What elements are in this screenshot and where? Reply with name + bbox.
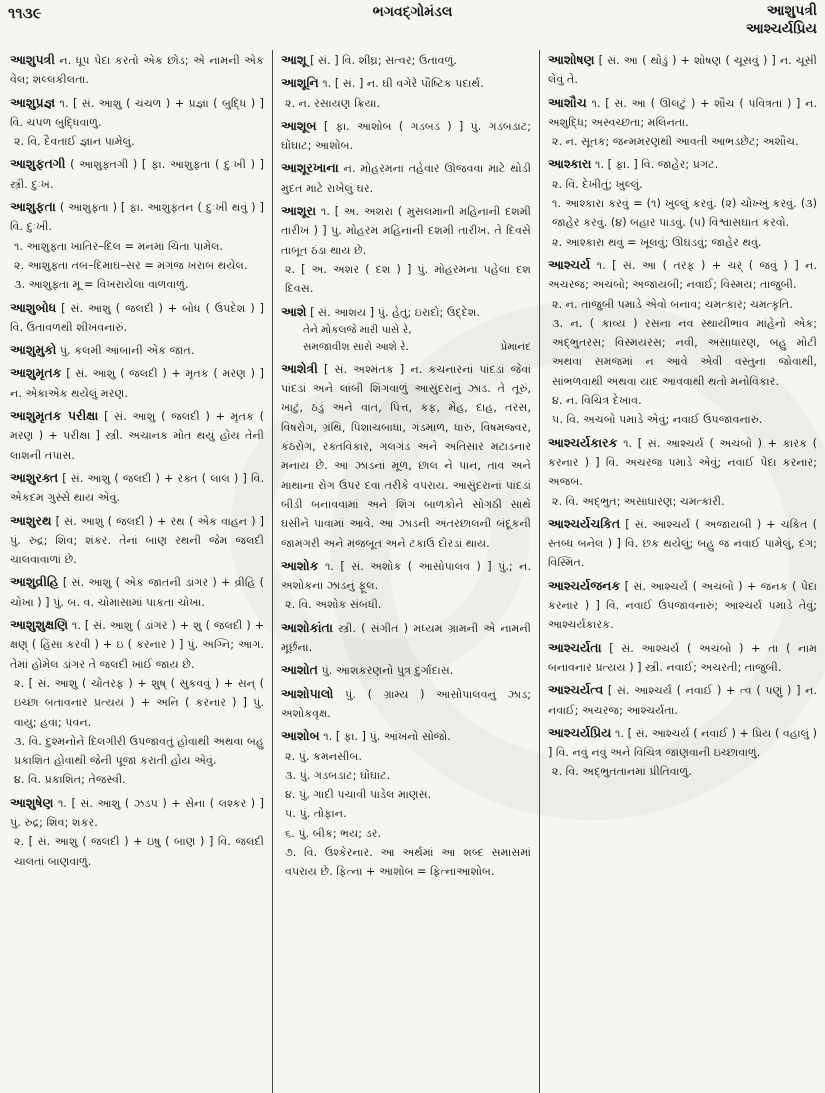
definition: ૧. [ સં. ] ન. ઘી વગેરે પૌષ્ટિક પદાર્થ. xyxy=(322,77,484,91)
dictionary-entry xyxy=(10,572,264,612)
entry-first-line xyxy=(10,615,264,674)
headword: આશૌચ xyxy=(548,94,587,110)
sense-line: ૨. વિ. દેખીતું; ખુલ્લું. xyxy=(552,177,643,191)
definition: [ સં. આશ્ચર્ય ( અચંબો ) + જનક ( પેદા કરનાર ) ] વિ. નવાઈ ઉપજાવનારું; આશ્ચર્ય પમાડે તેવું; આશ્ચર્યકારક. xyxy=(548,579,818,632)
dictionary-entry xyxy=(281,556,531,615)
dictionary-entry xyxy=(281,660,531,680)
sense-line: ૫. પું. તોફાન. xyxy=(285,807,347,821)
dictionary-entry xyxy=(548,93,817,152)
quote-text: સમજાવીશ સારો આશે રે. xyxy=(303,340,409,353)
entry-first-line xyxy=(548,638,817,678)
entry-first-line xyxy=(10,298,264,338)
headword: આશુરથ xyxy=(10,512,52,528)
definition: [ સં. આશ્ચર્ય ( અચંબો ) + તા ( નામ બનાવનાર પ્રત્યય ) ] સ્ત્રી. નવાઈ; અચરતી; તાજુબી. xyxy=(548,641,817,674)
headword: આશ્ચર્યતા xyxy=(548,639,602,655)
dictionary-entry xyxy=(10,50,264,90)
sense-line: ૧. આશ્કારા કરવું = (૧) ખુલ્લું કરવું. (૨) ચોખ્ખું કરવું. (૩) જાહેર કરવું. (૪) બહાર પાડવું. (૫) વિશ્વાસઘાત કરવો. xyxy=(552,197,817,230)
entry-first-line xyxy=(281,618,531,658)
entry-first-line xyxy=(10,340,264,360)
dictionary-entry xyxy=(548,576,817,635)
headword: આશુવ્રીહિ xyxy=(10,574,59,590)
headword: આશ્ચર્યકારક xyxy=(548,434,618,450)
sense-line: ૫. વિ. અચંબો પમાડે એવું; નવાઈ ઉપજાવનારું. xyxy=(552,413,763,427)
headword: આશોત xyxy=(281,662,318,678)
headword: આશે xyxy=(281,303,307,319)
entry-first-line xyxy=(10,93,264,133)
definition: [ સં. અશ્મંતક ] ન. કચનારનાં પાંદડાં જેવાં પાંદડાં અને લાંબી શિંગવાળું આસુંદરાનું ઝાડ. તે તૂરું, ખાટું, ઠંડું અને વાત, પિત્ત, કફ, મેહ, દાહ, તરસ, વિષરોગ, ગ્રંથિ, પિશાચબાધા, ગંડમાળ, ધારું, વિષમજ્વર, કંઠરોગ, રક્તવિકાર, ગલગંડ અને અતિસાર મટાડનાર મનાય છે. આ ઝાડનાં મૂળ, છાલ ને પાન, તાવ અને માથાના રોગ ઉપર દવા તરીકે વપરાય. આસુંદરાનાં પાંદડાં બીડી બનાવવામાં અને શિંગ બાળકોને સોગઠી સાથે ઘસીને પાવામાં આવે. આ ઝાડની અંતરછાલની બંદૂકની જામગરી અને મજબૂત અને ટકાઉ દોરડાં થાય. xyxy=(281,362,531,550)
page-header xyxy=(0,0,825,50)
definition: ૧. [ ફા. ] વિ. જાહેર; પ્રગટ. xyxy=(594,158,719,172)
sense-line: ૨. વિ. દૈવતાઈ જ્ઞાન પામેલું. xyxy=(14,135,135,149)
quote-line: તેને મોકલજે મારી પાસે રે, xyxy=(303,323,412,336)
dictionary-entry xyxy=(281,201,531,298)
headword: આશૂરા xyxy=(281,203,317,219)
dictionary-entry xyxy=(10,793,264,871)
quote-author: પ્રેમાનંદ xyxy=(500,340,531,353)
headword: આશોકાંતા xyxy=(281,619,333,635)
headword: આશુફતગી xyxy=(10,156,66,172)
definition: [ સં. આશય ] પું. હેતુ; ઇરાદો; ઉદ્દેશ. xyxy=(310,305,481,319)
sense-line: ૨. પું. કમનસીબ. xyxy=(285,749,362,763)
dictionary-entry xyxy=(548,514,817,573)
dictionary-entry xyxy=(548,154,817,251)
headword: આશૂ xyxy=(281,52,307,67)
sense-line: ૩. આશુફ્તા મૂ = વિખરાયેલા વાળવાળું. xyxy=(14,278,189,292)
definition: [ ફા. આશોબ ( ગડબડ ) ] પું. ગડબડાટ; ઘોંઘાટ; આશોબ. xyxy=(281,119,531,153)
definition: ( આશુફ્તગી ) [ ફા. આશુફ્તા ( દુઃખી ) ] સ્ત્રી. દુઃખ. xyxy=(10,158,264,191)
headword: આશ્ચર્યચકિત xyxy=(548,515,621,531)
headword: આશેત્રી xyxy=(281,360,318,376)
sense-line: ૨. વિ. અદ્ભુતતાનમાં પ્રીતિવાળું. xyxy=(552,765,692,779)
definition: ૧. [ સં. આશુ ( ચંચળ ) + પ્રજ્ઞા ( બુદ્ધિ ) ] વિ. ચપળ બુદ્ધિવાળું. xyxy=(10,96,264,129)
dictionary-entry xyxy=(10,406,264,465)
dictionary-columns xyxy=(0,50,825,1093)
entry-first-line xyxy=(281,359,531,553)
citation-quote xyxy=(281,322,531,356)
dictionary-entry xyxy=(10,363,264,403)
definition: ૧. [ સં. આ ( ઊલટું ) + શૌચ ( પવિત્રતા ) ] ન. અશુદ્ધિ; અસ્વચ્છતા; મલિનતા. xyxy=(548,96,818,129)
headword: આશુમૃતક પરીક્ષા xyxy=(10,408,99,424)
entry-first-line xyxy=(281,302,531,322)
dictionary-entry xyxy=(548,255,817,430)
entry-first-line xyxy=(548,154,817,174)
dictionary-entry xyxy=(281,50,531,70)
entry-first-line xyxy=(281,556,531,596)
definition: [ સં. આશ્ચર્ય ( નવાઈ ) + ત્વ ( પણું ) ] ન. નવાઈ; અચરજ; આશ્ચર્યતા. xyxy=(548,684,817,717)
sense-line: ૨. ન. રસાયણ ક્રિયા. xyxy=(285,96,381,110)
definition: ૧. [ સં. આશ્ચર્ય ( નવાઈ ) + પ્રિય ( વહાલું ) ] વિ. નવું નવું અને વિચિત્ર જાણવાની ઇચ્છાવાળું. xyxy=(548,726,817,760)
sense-line: ૪. પું. ગાદી પચાવી પાડેલ માણસ. xyxy=(285,788,432,802)
sense-line: ૬. પું. બીક; ભય; ડર. xyxy=(285,826,382,840)
headword: આશ્કારા xyxy=(548,156,592,172)
headword: આશુરક્ત xyxy=(10,469,59,485)
sense-line: ૨. વિ. અદ્ભુત; અસાધારણ; ચમત્કારી. xyxy=(552,494,725,508)
entry-first-line xyxy=(10,154,264,194)
entry-first-line xyxy=(10,197,264,237)
guide-word-last: આશ્ચર્યપ્રિય xyxy=(745,21,817,37)
entry-first-line xyxy=(281,73,531,93)
definition: [ સં. ] વિ. શીઘ્ર; સત્વર; ઉતાવળું. xyxy=(310,54,457,67)
dictionary-entry xyxy=(548,433,817,511)
entry-first-line xyxy=(10,793,264,833)
definition: ૧. [ સં. આ ( તરફ ) + ચર્ ( જવું ) ] ન. અચરજ; અચંબો; અજાયબી; નવાઈ; વિસ્મય; તાજુબી. xyxy=(548,258,818,292)
dictionary-entry xyxy=(281,726,531,881)
entry-first-line xyxy=(281,50,531,70)
definition: ન. ધૂપ પેદા કરતો એક છોડ; એ નામની એક વેલ; શલ્લકીલતા. xyxy=(10,54,264,87)
headword: આશુશુક્ષણિ xyxy=(10,617,68,633)
definition: [ સં. આશ્ચર્ય ( અજાયબી ) + ચકિત ( સ્તબ્ધ બનેલ ) ] વિ. છક થયેલું; બહુ જ નવાઈ પામેલું, દંગ; વિસ્મિત. xyxy=(548,517,817,570)
definition: ૧. [ ફા. ] પું. આંખનો સોજો. xyxy=(323,730,451,744)
entry-first-line xyxy=(10,511,264,570)
entry-first-line xyxy=(548,514,817,573)
sense-line: ૨. [ અ. અશર ( દશ ) ] પું. મોહરમના પહેલા દશ દિવસ. xyxy=(285,262,531,296)
dictionary-entry xyxy=(10,298,264,338)
sense-line: ૨. આશુફ્તા તબ–દિમાઘ–સર = મગજ ખરાબ થયેલ. xyxy=(14,258,248,272)
entry-first-line xyxy=(10,406,264,465)
dictionary-entry xyxy=(281,116,531,156)
sense-line: ૩. વિ. દુશ્મનોને દિલગીરી ઉપજાવતું હોવાથી અથવા બહુ પ્રકાશિત હોવાથી જેની પૂજા કરાતી હોય એવું. xyxy=(14,734,264,768)
sense-line: ૩. ન. ( કાવ્ય ) રસના નવ સ્થાયીભાવ માંહેનો એક; અદ્ભુતરસ; વિસ્મયરસ; નવી, અસાધારણ, બહુ મોટી અથવા સમજમાં ન આવે એવી વસ્તુના જોવાથી, સાંભળવાથી અથવા યાદ આવવાથી થતો મનોવિકાર. xyxy=(552,316,817,388)
headword: આશૂરખાના xyxy=(281,160,339,176)
sense-line: ૨. [ સં. આશુ ( જલદી ) + ઇષુ ( બાણ ) ] વિ. જલદી ચાલતાં બાણવાળું. xyxy=(14,835,264,868)
dictionary-entry xyxy=(10,340,264,360)
dictionary-entry xyxy=(10,511,264,570)
headword: આશ્ચર્યપ્રિય xyxy=(548,724,612,740)
dictionary-entry xyxy=(10,197,264,294)
headword: આશુમુકો xyxy=(10,342,57,358)
entry-first-line xyxy=(10,572,264,612)
definition: પું. આશકરણનો પુત્ર દુર્ગાદાસ. xyxy=(321,664,454,678)
headword: આશ્ચર્યત્વ xyxy=(548,682,604,698)
sense-line: ૧. આશુફ્તા ખાતિર–દિલ = મનમાં ચિંતા પામેલ. xyxy=(14,239,224,253)
sense-line: ૨. વિ. અશોક સંબંધી. xyxy=(285,598,382,612)
headword: આશુષેણ xyxy=(10,794,54,810)
column-1 xyxy=(0,50,272,1093)
sense-line: ૪. વિ. પ્રકાશિત; તેજસ્વી. xyxy=(14,773,126,787)
dictionary-entry xyxy=(548,638,817,678)
entry-first-line xyxy=(548,255,817,295)
headword: આશૂબ xyxy=(281,117,317,133)
definition: [ સં. આશુ ( એક જાતની ડાંગર ) + વ્રીહિ ( ચોખા ) ] પું. બ. વ. ચોમાસામાં પાકતા ચોખા. xyxy=(10,576,264,609)
headword: આશોષણ xyxy=(548,52,595,67)
dictionary-entry xyxy=(548,723,817,782)
dictionary-entry xyxy=(548,680,817,720)
entry-first-line xyxy=(10,50,264,90)
entry-first-line xyxy=(10,363,264,403)
sense-line: ૨. ન. તાજુબી પમાડે એવો બનાવ; ચમત્કાર; ચમત્કૃતિ. xyxy=(552,297,793,311)
definition: [ સં. આશુ ( જલદી ) + મૃતક ( મરણ ) + પરીક્ષા ] સ્ત્રી. અચાનક મોત થયું હોય તેની લાશની તપાસ. xyxy=(10,410,265,462)
running-title: ભગવદ્ગોમંડલ xyxy=(372,4,453,20)
headword: આશુફતા xyxy=(10,199,56,215)
headword: આશોબ xyxy=(281,728,320,744)
entry-first-line xyxy=(281,116,531,156)
entry-first-line xyxy=(548,93,817,133)
headword: આશોપાલો xyxy=(281,685,334,701)
dictionary-entry xyxy=(281,158,531,198)
definition: ૧. [ સં. આશુ ( ઝડપ ) + સેના ( લશ્કર ) ] પું. રુદ્ર; શિવ; શંકર. xyxy=(10,796,264,829)
sense-line: ૨. [ સં. આશુ ( ચોતરફ ) + શુષ્ ( સુકવવું ) + સન્ ( ઇચ્છા બતાવનાર પ્રત્યય ) + અનિ ( કરનાર ) ] પું. વાયુ; હવા; પવન. xyxy=(14,676,264,729)
entry-first-line xyxy=(281,684,531,724)
entry-first-line xyxy=(548,433,817,492)
dictionary-entry xyxy=(548,50,817,90)
definition: ૧. [ સં. આશ્ચર્ય ( અચંબો ) + કારક ( કરનાર ) ] વિ. અચરજ પમાડે એવું; નવાઈ પેદા કરનાર; અજબ. xyxy=(548,436,817,489)
page-number: ૧૧૩૯ xyxy=(8,4,42,22)
definition: [ સં. આશુ ( જલદી ) + રથ ( એક વાહન ) ] પું. રુદ્ર; શિવ; શંકર. તેનાં બાણ રથની જેમ જલદી ચાલવાવાળાં છે. xyxy=(10,514,264,567)
dictionary-entry xyxy=(10,468,264,508)
guide-word-first: આશુપત્રી xyxy=(766,3,817,19)
sense-line: ૩. પું. ગડબડાટ; ઘોંઘાટ. xyxy=(285,768,391,782)
dictionary-entry xyxy=(281,302,531,356)
column-3 xyxy=(540,50,825,1093)
sense-line: ૨. આશ્કારા થવું = ખૂલવું; ઊઘડવું; જાહેર થવું. xyxy=(552,235,762,249)
headword: આશુપત્રી xyxy=(10,52,55,67)
headword: આશ્ચર્ય xyxy=(548,256,591,272)
entry-first-line xyxy=(548,723,817,763)
headword: આશુમૃતક xyxy=(10,365,62,381)
dictionary-entry xyxy=(10,615,264,790)
sense-line: ૨. ન. સૂતક; જન્મમરણથી આવતી આભડછેટ; અશૌચ. xyxy=(552,135,799,149)
guide-words xyxy=(746,2,817,38)
headword: આશૂનિ xyxy=(281,75,319,91)
sense-line: ૭. વિ. ઉશ્કેરનાર. આ અર્થમાં આ શબ્દ સમાસમાં વપરાય છે. ફિત્ના + આશોબ = ફિત્નાઆશોબ. xyxy=(285,845,531,879)
definition: [ સં. આશુ ( જલદી ) + બોધ ( ઉપદેશ ) ] વિ. ઉતાવળથી શીખવનારું. xyxy=(10,301,264,334)
column-2 xyxy=(272,50,540,1093)
entry-first-line xyxy=(281,660,531,680)
entry-first-line xyxy=(548,576,817,635)
entry-first-line xyxy=(10,468,264,508)
definition: ૧. [ અ. અશરા ( મુસલમાની મહિનાની દશમી તારીખ ) ] પું. મોહરમ મહિનાની દશમી તારીખ. તે દિવસે તાબૂત ઠંડા થાય છે. xyxy=(281,205,531,257)
dictionary-entry xyxy=(10,154,264,194)
headword: આશુબોધ xyxy=(10,299,57,315)
definition: ( આશુફ્તા ) [ ફા. આશુફ્તન ( દુઃખી થવું ) ] વિ. દુઃખી. xyxy=(10,201,264,234)
entry-first-line xyxy=(281,158,531,198)
dictionary-entry xyxy=(281,73,531,113)
dictionary-entry xyxy=(281,684,531,724)
entry-first-line xyxy=(281,201,531,260)
quote-line xyxy=(303,339,531,356)
definition: ૧. [ સં. આશુ ( ડાંગર ) + શુ ( જલદી ) + ક્ષણ્ ( હિંસા કરવી ) + ઇ ( કરનાર ) ] પું. અગ્નિ; આગ. તેમાં હોમેલ ડાંગર તે જલદી ખાઈ જાય છે. xyxy=(10,619,264,671)
dictionary-entry xyxy=(281,359,531,553)
definition: [ સં. આશુ ( જલદી ) + રક્ત ( લાલ ) ] વિ. એકદમ ગુસ્સે થાય એવું. xyxy=(10,471,264,505)
sense-line: ૪. ન. વિચિત્ર દેખાવ. xyxy=(552,394,642,408)
definition: ન. મોહરમના તહેવાર ઊજવવા માટે થોડી મુદત માટે રાખેલું ઘર. xyxy=(281,162,531,195)
entry-first-line xyxy=(548,50,817,90)
headword: આશુપ્રજ્ઞ xyxy=(10,94,56,110)
headword: આશોક xyxy=(281,557,319,573)
definition: [ સં. આ ( થોડું ) + શોષણ ( ચૂસવું ) ] ન. ચૂસી લેવું તે. xyxy=(548,54,817,87)
definition: પું. ( ગ્રામ્ય ) આસોપાલવનું ઝાડ; અશોકવૃક્ષ. xyxy=(281,687,532,720)
dictionary-entry xyxy=(281,618,531,658)
definition: [ સં. આશુ ( જલદી ) + મૃતક ( મરણ ) ] ન. એકાએક થયેલું મરણ. xyxy=(10,367,264,400)
definition: પું. કલમી આંબાની એક જાત. xyxy=(59,344,195,358)
dictionary-entry xyxy=(10,93,264,152)
entry-first-line xyxy=(281,726,531,746)
headword: આશ્ચર્યજનક xyxy=(548,577,621,593)
definition: ૧. [ સં. અશોક ( આસોપાલવ ) ] પું.; ન. અશોકના ઝાડનું ફૂલ. xyxy=(281,559,531,593)
definition: સ્ત્રી. ( સંગીત ) મધ્યમ ગ્રામની એ નામની મૂર્છના. xyxy=(281,621,531,655)
entry-first-line xyxy=(548,680,817,720)
